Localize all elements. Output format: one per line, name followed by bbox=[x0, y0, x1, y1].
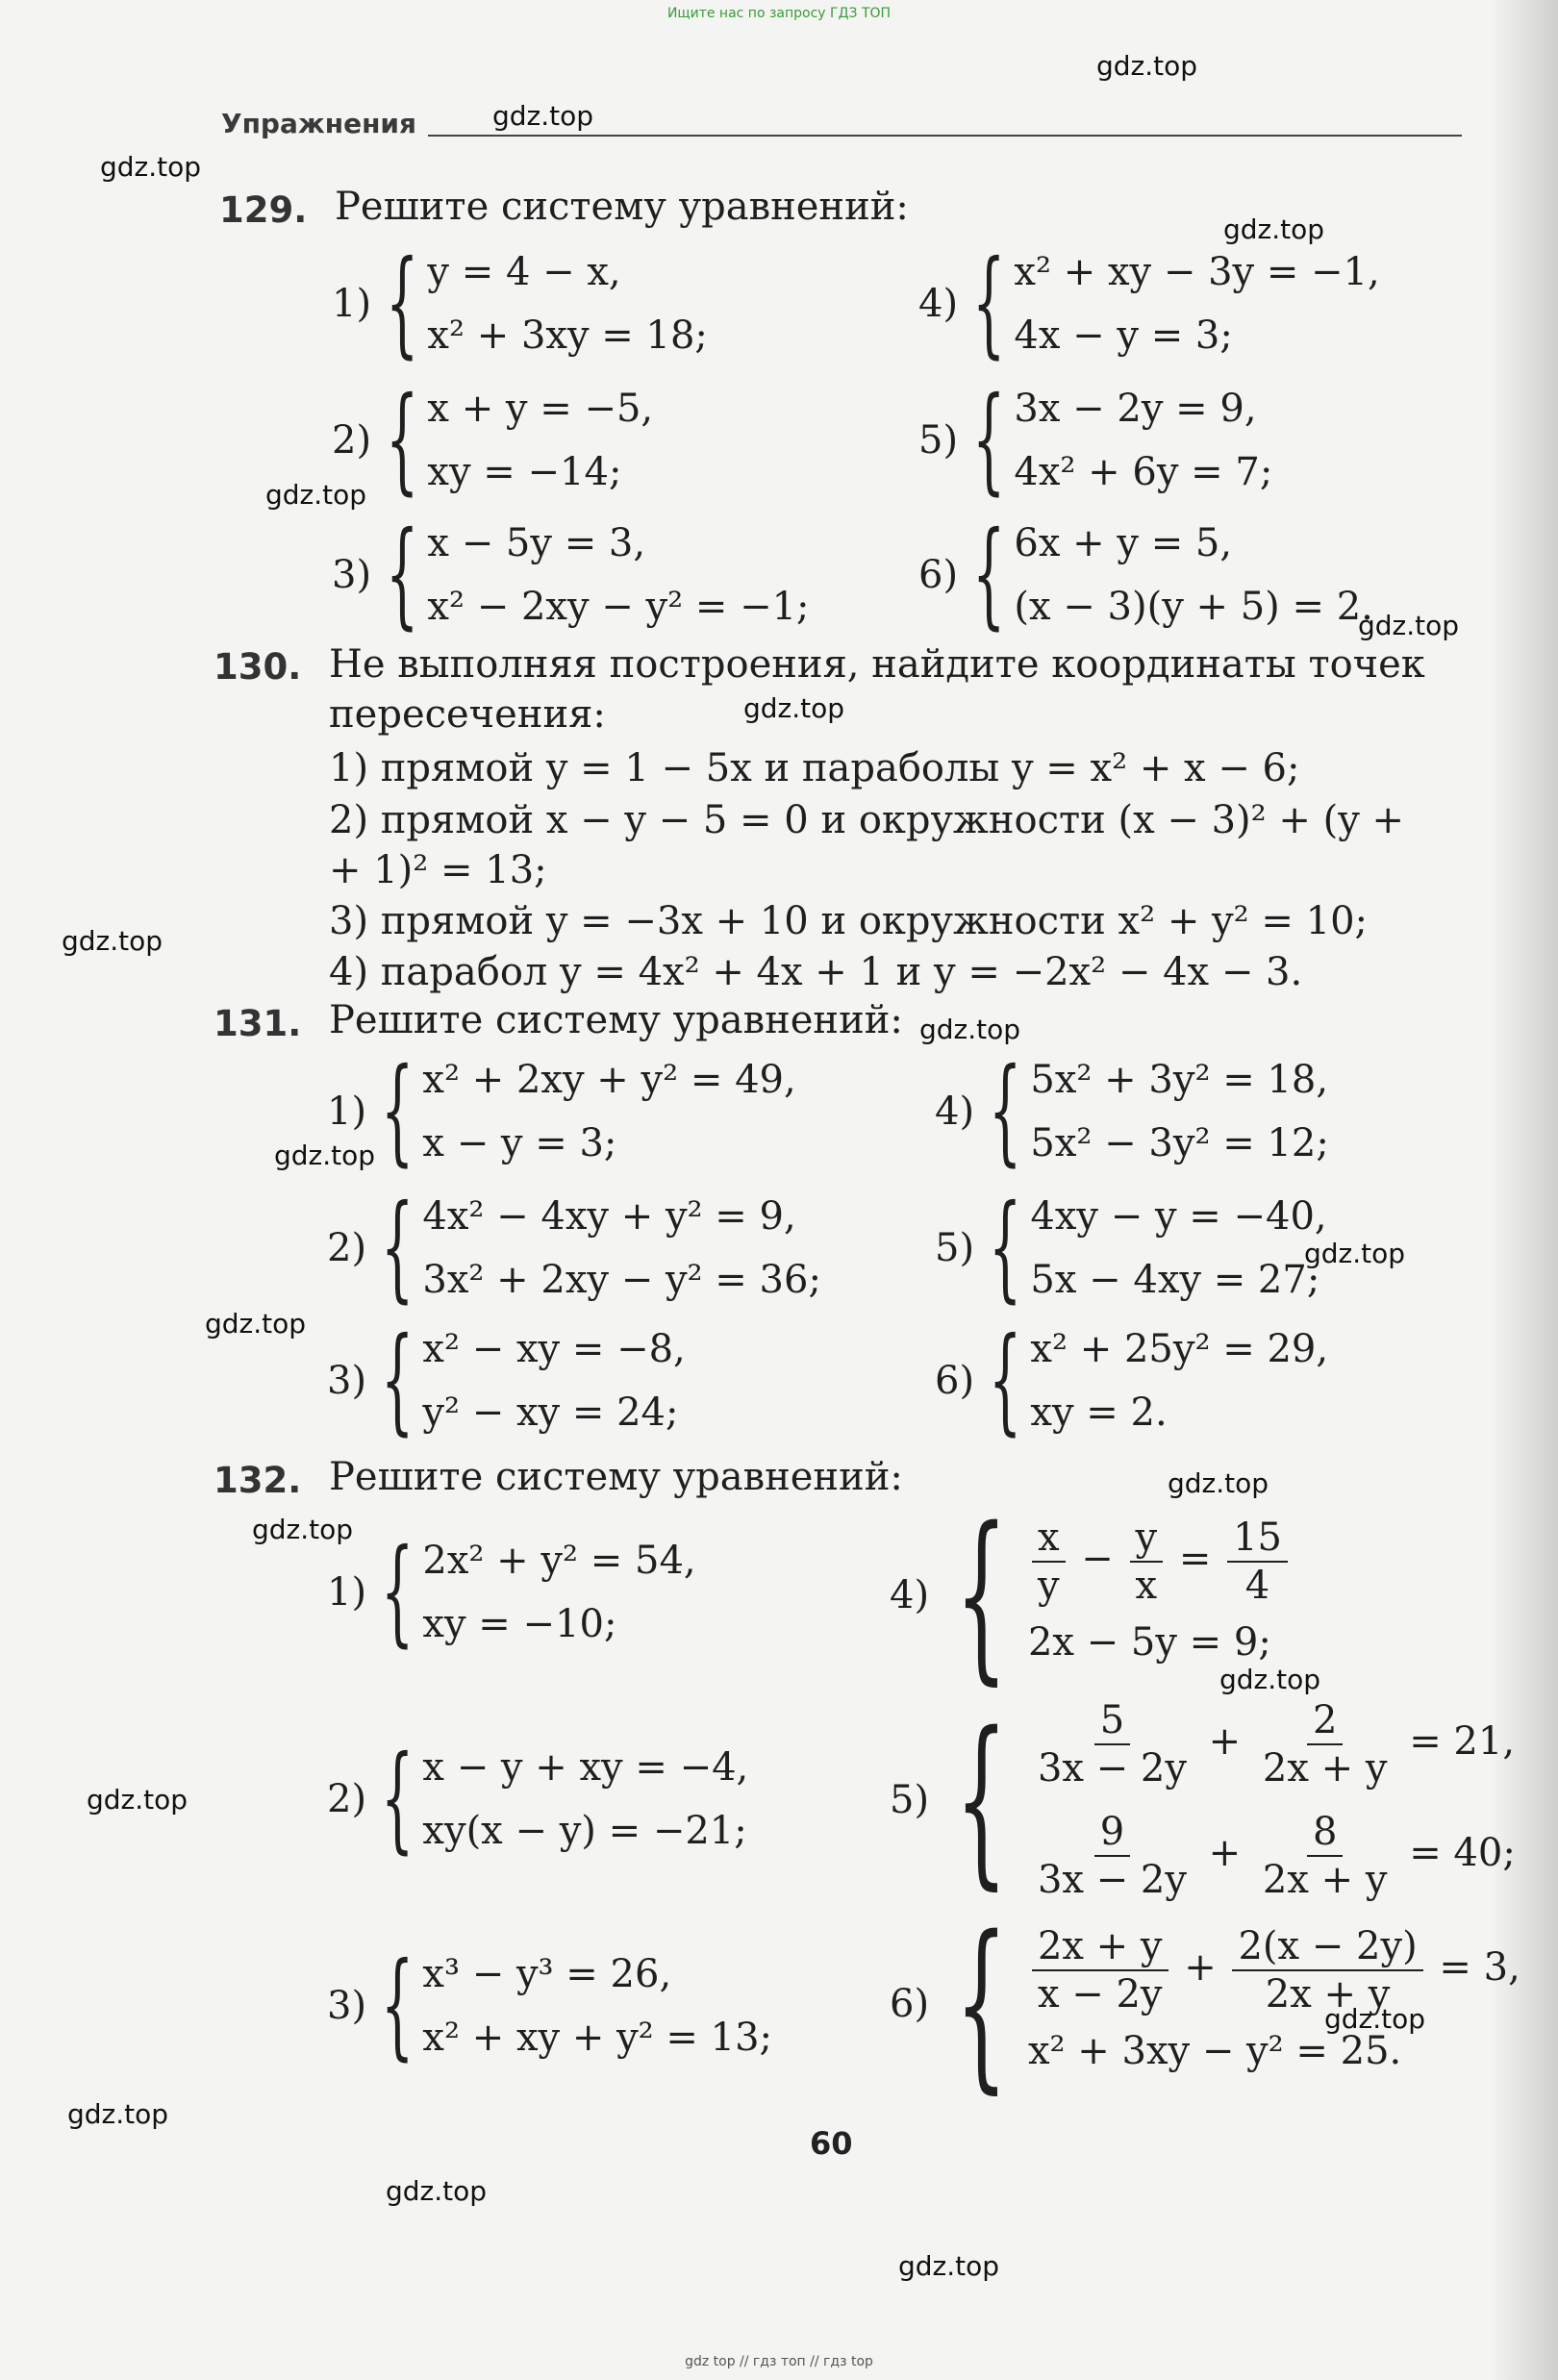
equation: x² + 25y² = 29, bbox=[1030, 1327, 1329, 1371]
equation-rhs: = 3, bbox=[1439, 1945, 1520, 1990]
equation-rhs: = 21, bbox=[1409, 1719, 1516, 1764]
item-label: 2) bbox=[327, 1226, 367, 1270]
numerator: 2x + y bbox=[1032, 1923, 1168, 1971]
fraction bbox=[1130, 1515, 1164, 1609]
watermark: gdz.top bbox=[1358, 610, 1460, 641]
denominator: x bbox=[1135, 1564, 1158, 1608]
task-line: 4) парабол y = 4x² + 4x + 1 и y = −2x² − 4x − 3. bbox=[329, 950, 1303, 994]
operator: + bbox=[1208, 1719, 1242, 1764]
brace-icon: { bbox=[381, 1044, 415, 1178]
brace-icon: { bbox=[955, 1897, 1008, 2110]
equation: 6x + y = 5, bbox=[1014, 521, 1233, 565]
fraction bbox=[1232, 1923, 1422, 2017]
brace-icon: { bbox=[381, 1314, 415, 1447]
equation-system bbox=[327, 1939, 773, 2072]
brace-icon: { bbox=[381, 1525, 415, 1659]
item-label: 2) bbox=[327, 1777, 367, 1821]
header-rule bbox=[428, 135, 1462, 137]
brace-icon: { bbox=[972, 373, 1006, 507]
equation: x + y = −5, bbox=[427, 387, 654, 431]
equation-system bbox=[935, 1314, 1329, 1447]
item-label: 1) bbox=[332, 282, 372, 326]
problem-title: Решите систему уравнений: bbox=[335, 185, 909, 229]
watermark: gdz.top bbox=[743, 692, 845, 724]
watermark: gdz.top bbox=[87, 1784, 188, 1816]
problem-number: 131. bbox=[214, 1003, 302, 1044]
equation: 4xy − y = −40, bbox=[1030, 1194, 1327, 1239]
watermark: gdz.top bbox=[492, 100, 594, 132]
item-label: 4) bbox=[918, 282, 959, 326]
equation-system bbox=[327, 1314, 686, 1447]
watermark: gdz.top bbox=[898, 2250, 1000, 2282]
brace-icon: { bbox=[386, 237, 419, 370]
equation: xy = 2. bbox=[1030, 1390, 1168, 1435]
equation-system bbox=[332, 508, 810, 641]
equation: 3x² + 2xy − y² = 36; bbox=[422, 1258, 821, 1302]
denominator: 3x − 2y bbox=[1037, 1858, 1187, 1902]
equation: x² + xy + y² = 13; bbox=[422, 2016, 773, 2060]
operator: − bbox=[1081, 1537, 1114, 1581]
equation: x² + 3xy − y² = 25. bbox=[1027, 2029, 1402, 2073]
equation: x² − xy = −8, bbox=[422, 1327, 686, 1371]
equation: xy = −14; bbox=[427, 450, 622, 494]
watermark: gdz.top bbox=[67, 2098, 169, 2130]
watermark: gdz.top bbox=[265, 479, 367, 511]
fraction bbox=[1032, 1809, 1193, 1903]
denominator: 2x + y bbox=[1262, 1858, 1388, 1902]
equation: 5x − 4xy = 27; bbox=[1030, 1258, 1320, 1302]
equation: x³ − y³ = 26, bbox=[422, 1952, 672, 1996]
item-label: 2) bbox=[332, 418, 372, 463]
equation: 5x² + 3y² = 18, bbox=[1030, 1058, 1329, 1102]
equation-system bbox=[327, 1181, 821, 1315]
watermark: gdz.top bbox=[1219, 1664, 1321, 1695]
item-label: 3) bbox=[327, 1984, 367, 2028]
fraction bbox=[1032, 1515, 1066, 1609]
numerator: x bbox=[1032, 1515, 1066, 1563]
item-label: 6) bbox=[918, 553, 959, 597]
denominator: 4 bbox=[1244, 1564, 1270, 1608]
watermark: gdz.top bbox=[919, 1014, 1021, 1045]
equation: xy(x − y) = −21; bbox=[422, 1809, 747, 1853]
numerator: 5 bbox=[1094, 1697, 1130, 1745]
item-label: 1) bbox=[327, 1090, 367, 1134]
denominator: y bbox=[1037, 1564, 1060, 1608]
equation-system bbox=[332, 237, 708, 370]
denominator: 2x + y bbox=[1262, 1746, 1388, 1791]
watermark: gdz.top bbox=[274, 1140, 376, 1171]
brace-icon: { bbox=[989, 1044, 1022, 1178]
item-label: 3) bbox=[327, 1359, 367, 1403]
equation-system bbox=[332, 373, 654, 507]
watermark: gdz.top bbox=[1096, 50, 1198, 82]
numerator: 2 bbox=[1307, 1697, 1343, 1745]
brace-icon: { bbox=[955, 1693, 1008, 1906]
brace-icon: { bbox=[381, 1939, 415, 2072]
item-label: 5) bbox=[935, 1226, 975, 1270]
watermark: gdz.top bbox=[252, 1514, 354, 1545]
brace-icon: { bbox=[955, 1489, 1008, 1701]
denominator: 3x − 2y bbox=[1037, 1746, 1187, 1791]
brace-icon: { bbox=[972, 237, 1006, 370]
equation: x − y = 3; bbox=[422, 1121, 617, 1165]
equation-system bbox=[327, 1525, 696, 1659]
fraction-equation bbox=[1028, 1697, 1516, 1791]
equation: 5x² − 3y² = 12; bbox=[1030, 1121, 1329, 1165]
numerator: y bbox=[1130, 1515, 1164, 1563]
equation-system bbox=[890, 1693, 1516, 1906]
equation: xy = −10; bbox=[422, 1602, 617, 1646]
brace-icon: { bbox=[989, 1181, 1022, 1315]
watermark: gdz.top bbox=[1223, 213, 1325, 245]
equation: x − 5y = 3, bbox=[427, 521, 646, 565]
equation: 2x − 5y = 9; bbox=[1027, 1620, 1271, 1665]
item-label: 5) bbox=[918, 418, 959, 463]
watermark: gdz.top bbox=[205, 1308, 307, 1340]
item-label: 4) bbox=[935, 1090, 975, 1134]
problem-number: 132. bbox=[214, 1460, 302, 1501]
equation: 4x² + 6y = 7; bbox=[1014, 450, 1273, 494]
problem-number: 130. bbox=[214, 646, 302, 688]
problem-number: 129. bbox=[219, 189, 308, 231]
fraction bbox=[1257, 1809, 1394, 1903]
equation: x² − 2xy − y² = −1; bbox=[427, 585, 810, 629]
section-title: Упражнения bbox=[221, 108, 417, 139]
operator: + bbox=[1184, 1945, 1217, 1990]
problem-title: пересечения: bbox=[329, 692, 606, 737]
equation-system bbox=[935, 1181, 1327, 1315]
page-number: 60 bbox=[810, 2125, 853, 2162]
fraction bbox=[1257, 1697, 1394, 1791]
problem-title: Решите систему уравнений: bbox=[329, 998, 903, 1042]
brace-icon: { bbox=[381, 1181, 415, 1315]
brace-icon: { bbox=[989, 1314, 1022, 1447]
numerator: 2(x − 2y) bbox=[1232, 1923, 1422, 1971]
problem-title: Решите систему уравнений: bbox=[329, 1455, 903, 1499]
task-line: 3) прямой y = −3x + 10 и окружности x² + y² = 10; bbox=[329, 899, 1368, 943]
item-label: 5) bbox=[890, 1778, 930, 1822]
problem-title: Не выполняя построения, найдите координаты точек bbox=[329, 642, 1425, 687]
fraction-equation bbox=[1028, 1923, 1520, 2017]
equation: y² − xy = 24; bbox=[422, 1390, 679, 1435]
operator: = bbox=[1178, 1537, 1212, 1581]
watermark: gdz.top bbox=[100, 151, 202, 183]
fraction bbox=[1032, 1923, 1168, 2017]
watermark: gdz.top bbox=[1324, 2003, 1426, 2035]
equation-system bbox=[327, 1044, 796, 1178]
equation-system bbox=[918, 373, 1273, 507]
item-label: 1) bbox=[327, 1570, 367, 1615]
fraction bbox=[1032, 1697, 1193, 1791]
equation: (x − 3)(y + 5) = 2. bbox=[1014, 585, 1373, 629]
equation: x² + xy − 3y = −1, bbox=[1014, 250, 1380, 294]
denominator: 2x + y bbox=[1265, 1972, 1391, 2017]
fraction-equation bbox=[1028, 1809, 1516, 1903]
equation-system bbox=[327, 1732, 749, 1866]
item-label: 4) bbox=[890, 1573, 930, 1617]
item-label: 6) bbox=[890, 1982, 930, 2026]
fraction-equation bbox=[1028, 1515, 1292, 1609]
item-label: 3) bbox=[332, 553, 372, 597]
brace-icon: { bbox=[972, 508, 1006, 641]
equation: x² + 2xy + y² = 49, bbox=[422, 1058, 796, 1102]
task-line: 2) прямой x − y − 5 = 0 и окружности (x − 3)² + (y + bbox=[329, 798, 1405, 842]
brace-icon: { bbox=[386, 373, 419, 507]
item-label: 6) bbox=[935, 1359, 975, 1403]
equation-system bbox=[918, 237, 1380, 370]
equation: 2x² + y² = 54, bbox=[422, 1539, 696, 1583]
watermark: gdz.top bbox=[62, 925, 163, 957]
equation-system bbox=[918, 508, 1373, 641]
equation-system bbox=[890, 1897, 1520, 2110]
equation-system bbox=[935, 1044, 1329, 1178]
numerator: 15 bbox=[1227, 1515, 1288, 1563]
denominator: x − 2y bbox=[1037, 1972, 1163, 2017]
equation: y = 4 − x, bbox=[427, 250, 621, 294]
task-line: + 1)² = 13; bbox=[329, 848, 547, 892]
equation: x − y + xy = −4, bbox=[422, 1745, 749, 1790]
watermark: gdz.top bbox=[1168, 1467, 1269, 1499]
equation: x² + 3xy = 18; bbox=[427, 313, 708, 358]
equation: 4x − y = 3; bbox=[1014, 313, 1233, 358]
equation-rhs: = 40; bbox=[1409, 1831, 1516, 1875]
equation: 3x − 2y = 9, bbox=[1014, 387, 1257, 431]
task-line: 1) прямой y = 1 − 5x и параболы y = x² + x − 6; bbox=[329, 746, 1300, 790]
numerator: 8 bbox=[1307, 1809, 1343, 1857]
numerator: 9 bbox=[1094, 1809, 1130, 1857]
brace-icon: { bbox=[386, 508, 419, 641]
watermark: gdz.top bbox=[1304, 1238, 1406, 1269]
fraction bbox=[1227, 1515, 1288, 1609]
brace-icon: { bbox=[381, 1732, 415, 1866]
top-note: Ищите нас по запросу ГДЗ ТОП bbox=[666, 6, 892, 21]
operator: + bbox=[1208, 1831, 1242, 1875]
bottom-note: gdz top // гдз топ // гдз top bbox=[685, 2354, 873, 2369]
watermark: gdz.top bbox=[386, 2175, 488, 2207]
equation: 4x² − 4xy + y² = 9, bbox=[422, 1194, 796, 1239]
